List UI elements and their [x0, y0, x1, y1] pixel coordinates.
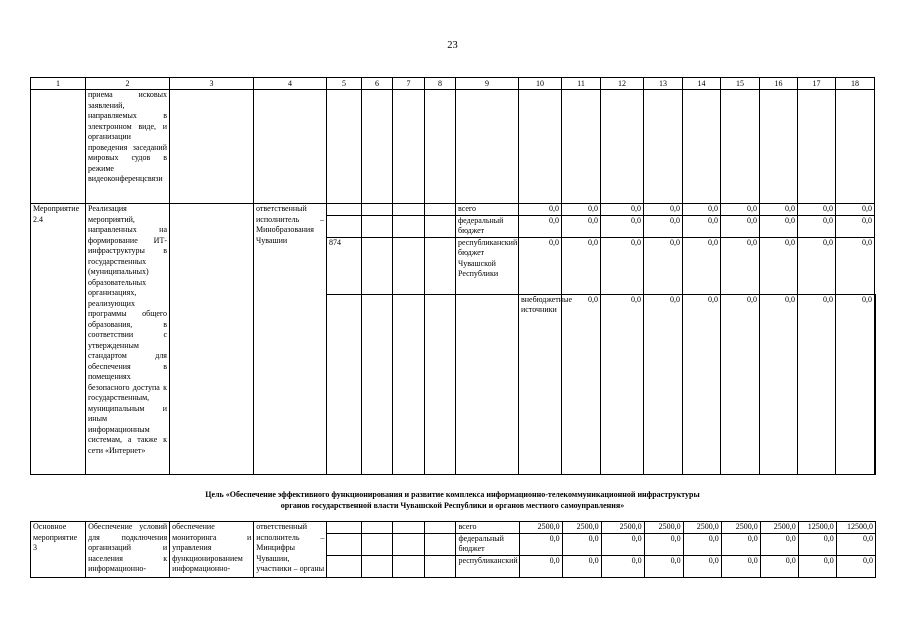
value-cell: 0,0	[562, 555, 601, 577]
funding-source: всего	[456, 204, 519, 216]
value-cell: 2500,0	[601, 522, 644, 534]
col-header: 17	[798, 78, 836, 90]
value-cell: 0,0	[519, 533, 562, 555]
value-cell: 0,0	[760, 555, 798, 577]
value-cell: 0,0	[721, 204, 760, 216]
value-cell: 0,0	[721, 215, 760, 237]
value-cell: 0,0	[760, 215, 798, 237]
value-cell: 0,0	[836, 294, 875, 474]
program-table	[30, 77, 876, 475]
value-cell: 0,0	[562, 294, 601, 474]
column-number-row	[31, 78, 876, 90]
value-cell: 0,0	[644, 204, 683, 216]
value-cell	[875, 294, 876, 474]
value-cell: 0,0	[601, 215, 644, 237]
value-cell: 0,0	[721, 294, 760, 474]
col-header: 7	[393, 78, 425, 90]
value-cell: 2500,0	[519, 522, 562, 534]
continuation-row	[31, 90, 876, 204]
funding-source: федеральный бюджет	[456, 533, 519, 555]
value-cell: 0,0	[836, 555, 875, 577]
measure-result: обеспечение мониторинга и управления функционированием информационно-	[170, 522, 254, 578]
measure-description: Обеспечение условий для подключения организаций и населения к информационно-	[86, 522, 170, 578]
col-header: 11	[562, 78, 601, 90]
value-cell: 0,0	[519, 204, 562, 216]
goal-line-2: органов государственной власти Чувашской Республики и органов местного самоуправления»	[280, 501, 625, 510]
value-cell: 2500,0	[644, 522, 683, 534]
value-cell: 0,0	[683, 204, 721, 216]
col-header: 2	[86, 78, 170, 90]
value-cell: 0,0	[798, 555, 836, 577]
col-header: 4	[254, 78, 327, 90]
col-header: 18	[836, 78, 875, 90]
value-cell: 2500,0	[721, 522, 760, 534]
value-cell: 0,0	[644, 294, 683, 474]
value-cell: 2500,0	[562, 522, 601, 534]
value-cell: 0,0	[760, 237, 798, 294]
value-cell: 0,0	[798, 294, 836, 474]
col-header: 12	[601, 78, 644, 90]
col-header: 8	[425, 78, 456, 90]
value-cell: 0,0	[601, 204, 644, 216]
value-cell: 0,0	[519, 215, 562, 237]
value-cell: 0,0	[798, 215, 836, 237]
col-header: 9	[456, 78, 519, 90]
value-cell: 0,0	[683, 237, 721, 294]
funding-source: внебюджетные источники	[519, 294, 562, 474]
page-number: 23	[447, 40, 458, 51]
table-row	[31, 522, 876, 534]
value-cell: 0,0	[721, 533, 760, 555]
value-cell: 0,0	[798, 204, 836, 216]
goal-line-1: Цель «Обеспечение эффективного функционирования и развитие комплекса информационно-телекоммуникационной инфраструктуры	[205, 490, 700, 499]
value-cell: 0,0	[836, 215, 875, 237]
value-cell: 0,0	[644, 533, 683, 555]
value-cell: 0,0	[760, 204, 798, 216]
value-cell: 0,0	[601, 237, 644, 294]
measure-description: Реализация мероприятий, направленных на формирование ИТ-инфраструктуры в государственных (муниципальных) образовательных организациях, реализующих программы общего образования, в соответствии с утвержденным стандартом для обеспечения в помещениях безопасного доступа к государственным, муниципальным и иным информационным системам, а также к сети «Интернет»	[86, 204, 170, 475]
value-cell: 0,0	[562, 204, 601, 216]
value-cell: 12500,0	[836, 522, 875, 534]
value-cell: 0,0	[836, 533, 875, 555]
responsible-executor: ответственный исполнитель – Минобразования Чувашии	[254, 204, 327, 475]
value-cell: 0,0	[798, 533, 836, 555]
table-row	[31, 204, 876, 216]
value-cell: 0,0	[644, 555, 683, 577]
funding-source: республиканский	[456, 555, 519, 577]
measure-code: Мероприятие 2.4	[31, 204, 86, 475]
value-cell: 0,0	[644, 215, 683, 237]
col-header: 5	[327, 78, 362, 90]
value-cell: 0,0	[683, 533, 721, 555]
measure-description: приема исковых заявлений, направляемых в электронном виде, и организации проведения заседаний мировых судов в режиме видеоконференцсвязи	[86, 90, 170, 204]
col-header: 10	[519, 78, 562, 90]
value-cell: 0,0	[562, 215, 601, 237]
value-cell: 0,0	[519, 237, 562, 294]
value-cell: 2500,0	[683, 522, 721, 534]
funding-source: всего	[456, 522, 519, 534]
col-header: 15	[721, 78, 760, 90]
value-cell: 0,0	[836, 204, 875, 216]
col-header: 6	[362, 78, 393, 90]
responsible-executor: ответственный исполнитель – Минцифры Чувашии, участники – органы	[254, 522, 327, 578]
value-cell: 12500,0	[798, 522, 836, 534]
value-cell: 0,0	[683, 555, 721, 577]
measure-code: Основное мероприятие 3	[31, 522, 86, 578]
value-cell: 0,0	[562, 533, 601, 555]
funding-source: республиканский бюджет Чувашской Республики	[456, 237, 519, 294]
col-header: 1	[31, 78, 86, 90]
value-cell: 0,0	[601, 555, 644, 577]
col-header: 13	[644, 78, 683, 90]
value-cell: 0,0	[644, 237, 683, 294]
value-cell: 0,0	[836, 237, 875, 294]
value-cell: 0,0	[683, 294, 721, 474]
value-cell: 0,0	[601, 294, 644, 474]
col-header: 16	[760, 78, 798, 90]
value-cell: 0,0	[601, 533, 644, 555]
program-table-continued	[30, 521, 876, 578]
value-cell: 0,0	[683, 215, 721, 237]
value-cell: 0,0	[760, 533, 798, 555]
value-cell: 0,0	[562, 237, 601, 294]
funding-source: федеральный бюджет	[456, 215, 519, 237]
value-cell: 0,0	[721, 237, 760, 294]
value-cell: 0,0	[519, 555, 562, 577]
budget-code: 874	[327, 237, 362, 294]
value-cell: 0,0	[721, 555, 760, 577]
value-cell: 2500,0	[760, 522, 798, 534]
value-cell: 0,0	[760, 294, 798, 474]
value-cell: 0,0	[798, 237, 836, 294]
col-header: 3	[170, 78, 254, 90]
goal-heading	[30, 489, 875, 511]
col-header: 14	[683, 78, 721, 90]
